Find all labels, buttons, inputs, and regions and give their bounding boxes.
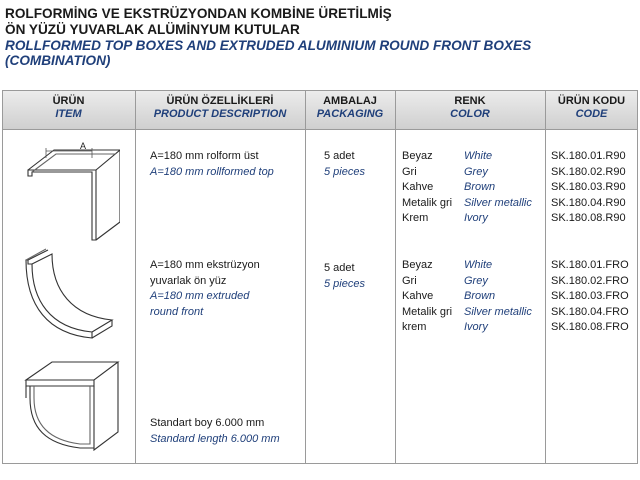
- row1-description-en: A=180 mm rollformed top: [150, 165, 274, 178]
- row2-packaging-tr: 5 adet: [324, 262, 355, 274]
- row2-description-tr: yuvarlak ön yüz: [150, 274, 227, 287]
- column-divider: [135, 90, 136, 464]
- row2-color-list: [402, 258, 532, 336]
- product-code: SK.180.04.FRO: [551, 305, 629, 318]
- row2-description-en: A=180 mm extruded: [150, 290, 250, 303]
- row2-packaging: [324, 261, 365, 292]
- header-code: [545, 95, 638, 121]
- title-tr-line2: ÖN YÜZÜ YUVARLAK ALÜMİNYUM KUTULAR: [5, 22, 300, 37]
- header-color-tr: RENK: [454, 95, 486, 107]
- header-description: [135, 95, 305, 121]
- product-code: SK.180.02.R90: [551, 165, 626, 178]
- list-item: [402, 258, 532, 274]
- color-tr: Krem: [402, 212, 429, 225]
- product-table: [2, 90, 638, 464]
- color-tr: Metalik gri: [402, 305, 453, 318]
- product-code: SK.180.08.FRO: [551, 321, 629, 334]
- color-tr: Kahve: [402, 290, 434, 303]
- color-en: Brown: [464, 181, 496, 194]
- dimension-label-a: A: [80, 141, 87, 151]
- header-code-en: CODE: [575, 108, 608, 120]
- list-item: [402, 196, 532, 212]
- row1-packaging: [324, 149, 365, 180]
- row2-description: [150, 258, 260, 320]
- list-item: [402, 180, 532, 196]
- title-en-line2: (COMBINATION): [5, 53, 111, 68]
- row2-description-tr: A=180 mm ekstrüzyon: [150, 259, 260, 271]
- column-divider: [305, 90, 306, 464]
- list-item: [402, 149, 532, 165]
- header-code-tr: ÜRÜN KODU: [557, 95, 626, 107]
- header-description-en: PRODUCT DESCRIPTION: [153, 108, 287, 120]
- row1-description-tr: A=180 mm rolform üst: [150, 150, 259, 162]
- extruded-round-front-illustration: [20, 248, 120, 343]
- title-tr-line1: ROLFORMİNG VE EKSTRÜZYONDAN KOMBİNE ÜRETİLMİŞ: [5, 6, 392, 21]
- color-en: Ivory: [464, 212, 488, 225]
- list-item: [402, 305, 532, 321]
- row1-packaging-en: 5 pieces: [324, 165, 365, 178]
- color-en: White: [464, 150, 493, 162]
- column-divider: [637, 90, 638, 464]
- combination-box-illustration: [18, 358, 123, 458]
- row1-color-list: [402, 149, 532, 227]
- row1-code-list: [551, 149, 626, 227]
- rollformed-top-box-illustration: [20, 140, 120, 245]
- header-description-tr: ÜRÜN ÖZELLİKLERİ: [166, 95, 274, 107]
- row3-description-en: Standard length 6.000 mm: [150, 432, 280, 445]
- title-en-line1: ROLLFORMED TOP BOXES AND EXTRUDED ALUMINIUM ROUND FRONT BOXES: [5, 38, 532, 53]
- list-item: [402, 320, 532, 336]
- product-code: SK.180.08.R90: [551, 212, 626, 225]
- product-code: SK.180.02.FRO: [551, 274, 629, 287]
- page-title-block: [5, 6, 635, 68]
- header-item: [2, 95, 135, 121]
- header-color: [395, 95, 545, 121]
- row1-packaging-tr: 5 adet: [324, 150, 355, 162]
- header-packaging: [305, 95, 395, 121]
- list-item: [402, 165, 532, 181]
- color-en: Silver metallic: [464, 305, 532, 318]
- color-tr: Gri: [402, 274, 417, 287]
- column-divider: [395, 90, 396, 464]
- column-divider: [545, 90, 546, 464]
- product-code: SK.180.03.FRO: [551, 290, 629, 303]
- table-bottom-border: [2, 463, 638, 464]
- header-packaging-tr: AMBALAJ: [323, 95, 377, 107]
- color-tr: Beyaz: [402, 259, 433, 271]
- list-item: [402, 289, 532, 305]
- header-item-en: ITEM: [55, 108, 82, 120]
- row2-description-en: round front: [150, 305, 204, 318]
- row2-code-list: [551, 258, 629, 336]
- color-tr: Gri: [402, 165, 417, 178]
- list-item: [402, 211, 532, 227]
- row3-description: [150, 416, 280, 447]
- product-code: SK.180.04.R90: [551, 196, 626, 209]
- color-en: Silver metallic: [464, 196, 532, 209]
- row1-description: [150, 149, 274, 180]
- row3-description-tr: Standart boy 6.000 mm: [150, 417, 265, 429]
- color-tr: Metalik gri: [402, 196, 453, 209]
- color-tr: Kahve: [402, 181, 434, 194]
- list-item: [402, 274, 532, 290]
- column-divider: [2, 90, 3, 464]
- color-tr: Beyaz: [402, 150, 433, 162]
- color-en: Brown: [464, 290, 496, 303]
- table-header: [2, 90, 638, 130]
- header-color-en: COLOR: [450, 108, 490, 120]
- product-code: SK.180.01.R90: [551, 150, 626, 162]
- color-en: Grey: [464, 165, 488, 178]
- color-tr: krem: [402, 321, 427, 334]
- row2-packaging-en: 5 pieces: [324, 277, 365, 290]
- color-en: Ivory: [464, 321, 488, 334]
- header-packaging-en: PACKAGING: [316, 108, 384, 120]
- product-code: SK.180.03.R90: [551, 181, 626, 194]
- color-en: Grey: [464, 274, 488, 287]
- color-en: White: [464, 259, 493, 271]
- product-code: SK.180.01.FRO: [551, 259, 629, 271]
- header-item-tr: ÜRÜN: [52, 95, 85, 107]
